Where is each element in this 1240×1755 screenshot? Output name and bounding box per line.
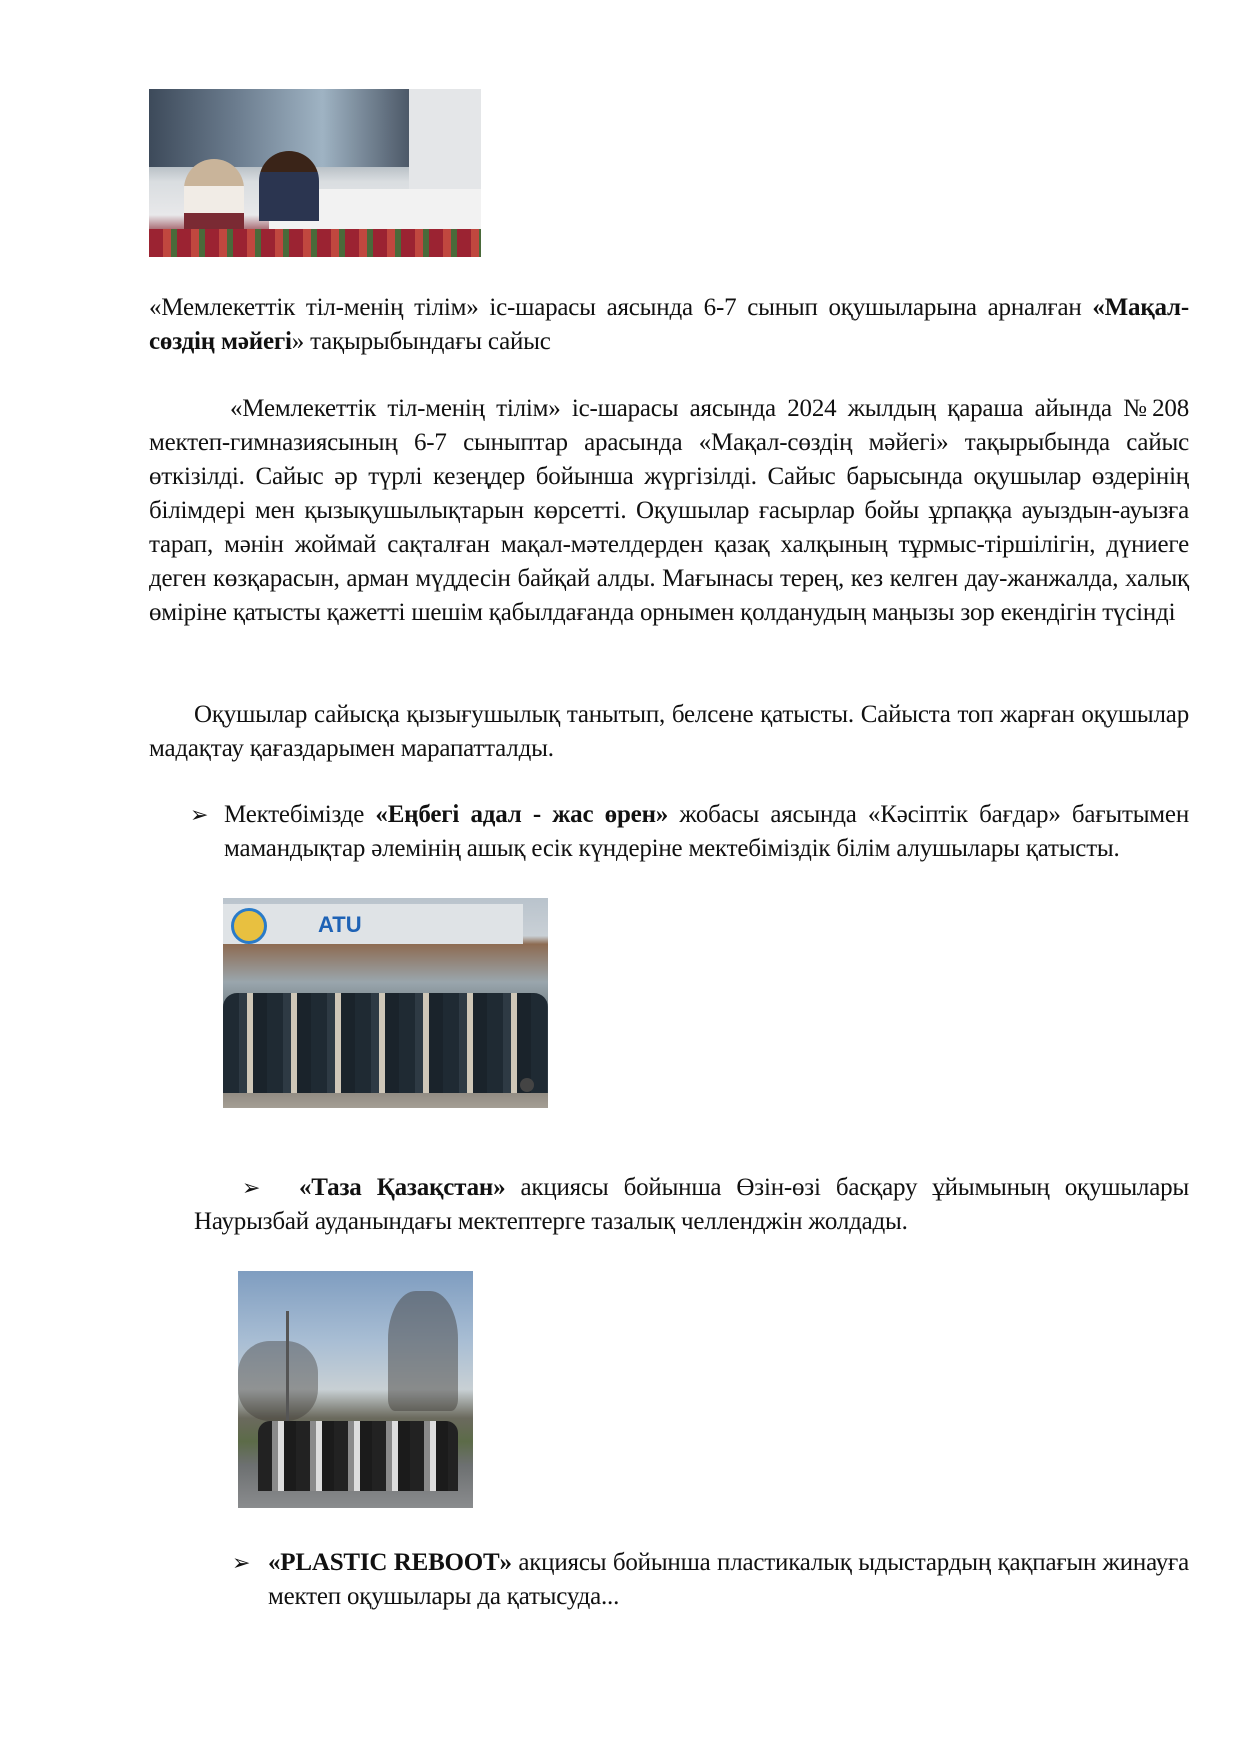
clean-kazakhstan-group-photo [238, 1271, 473, 1508]
contest-name: «Мақал-сөздің мәйегі [149, 294, 1189, 355]
body-paragraph-2: Оқушылар сайысқа қызығушылық танытып, белсене қатысты. Сайыста топ жарған оқушылар мадақтау қағаздарымен марапатталды. [149, 701, 1189, 762]
mute-icon [520, 1078, 534, 1092]
arrowhead-bullet-icon: ➢ [242, 1175, 261, 1200]
event-photo-proverb-contest [149, 89, 481, 257]
bullet-item-clean-kazakhstan: «Таза Қазақстан» акциясы бойынша Өзін-өзі басқару ұйымының оқушылары Наурызбай ауданындағы мектептерге тазалық челленджін жолдады. [194, 1174, 1189, 1235]
section-title: «Мемлекеттік тіл-менің тілім» іс-шарасы аясында 6-7 сынып оқушыларына арналған «Мақал-сөздің мәйегі» тақырыбындағы сайыс [149, 294, 1189, 355]
school-logo-icon [231, 908, 267, 944]
arrowhead-bullet-icon: ➢ [190, 802, 209, 827]
body-paragraph-1: «Мемлекеттік тіл-менің тілім» іс-шарасы аясында 2024 жылдың қараша айында №208 мектеп-гимназиясының 6-7 сыныптар арасында «Мақал-сөздің мәйегі» тақырыбында сайыс өткізілді. Сайыс әр түрлі кезеңдер бойынша жүргізілді. Сайыс барысында оқушылар өздерінің білімдері мен қызықушылықтарын көрсетті. Оқушылар ғасырлар бойы ұрпаққа ауыздын-ауызға тарап, мәнін жоймай сақталған мақал-мәтелдерден қазақ халқының тұрмыс-тіршілігін, дүниеге деген көзқарасын, арман мүддесін байқай алды. Мағынасы терең, кез келген дау-жанжалда, халық өміріне қатысты қажетті шешім қабылдағанда орнымен қолданудың маңызы зор екендігін түсінді [149, 395, 1189, 626]
arrowhead-bullet-icon: ➢ [232, 1550, 251, 1575]
bullet-item-career: Мектебімізде «Еңбегі адал - жас өрен» жобасы аясында «Кәсіптік бағдар» бағытымен мамандықтар әлемінің ашық есік күндеріне мектебіміздік білім алушылары қатысты. [224, 801, 1189, 862]
bullet-item-plastic-reboot: «PLASTIC REBOOT» акциясы бойынша пластикалық ыдыстардың қақпағын жинауға мектеп оқушылары да қатысуда... [268, 1549, 1189, 1610]
atu-open-day-group-photo: ATU [223, 898, 548, 1108]
